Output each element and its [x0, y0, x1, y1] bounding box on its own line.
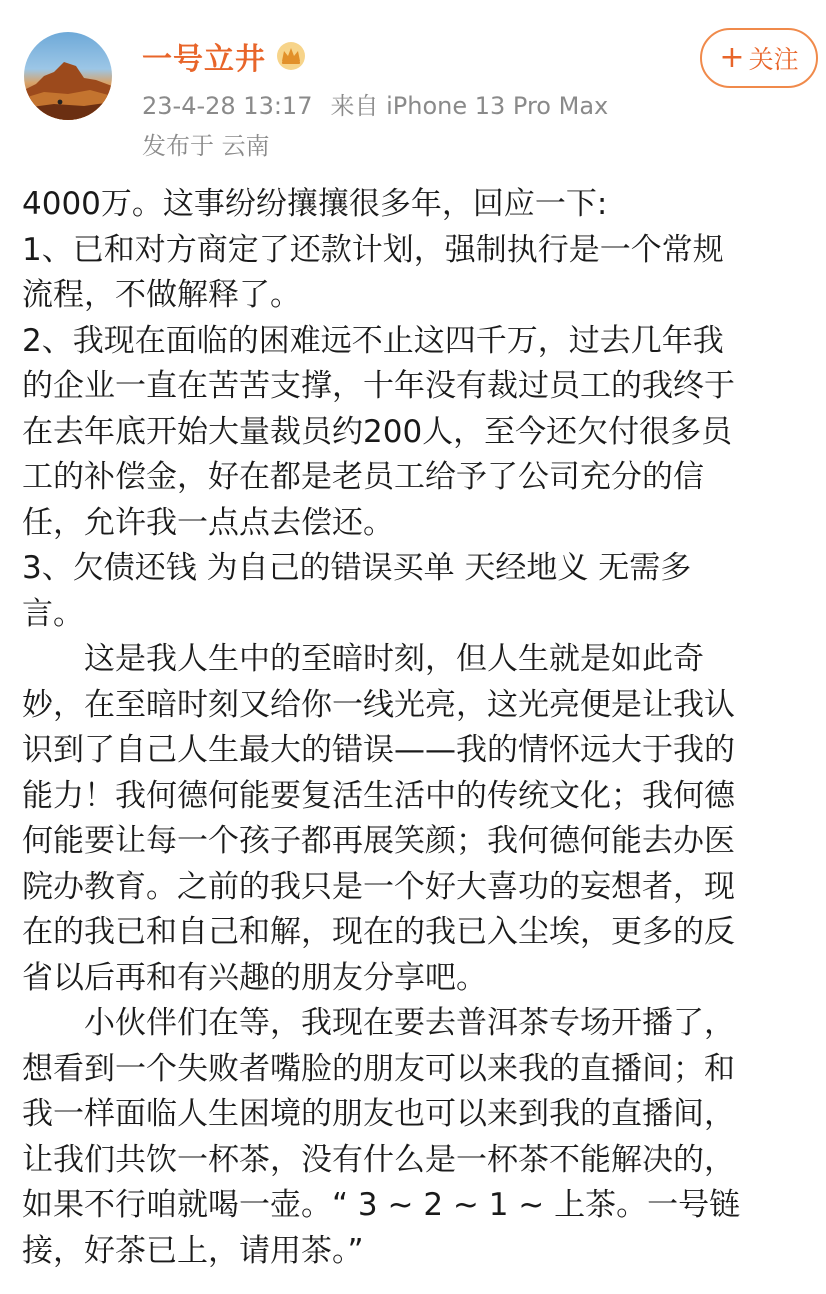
post-meta	[142, 86, 608, 121]
post-line: 如果不行咱就喝一壶。“ 3 ~ 2 ~ 1 ~ 上茶。一号链	[22, 1187, 741, 1223]
post-line: 识到了自己人生最大的错误——我的情怀远大于我的	[22, 732, 735, 768]
post-line: 接，好茶已上，请用茶。”	[22, 1232, 364, 1269]
desert-landscape-icon	[24, 32, 112, 120]
post-line: 这是我人生中的至暗时刻，但人生就是如此奇	[84, 641, 704, 677]
post-body	[22, 182, 812, 1274]
username-row	[142, 34, 308, 78]
vip-crown-icon	[274, 39, 308, 73]
post-line: 2、我现在面临的困难远不止这四千万，过去几年我	[22, 322, 724, 359]
post-line: 任，允许我一点点去偿还。	[22, 504, 394, 541]
post-source: 来自 iPhone 13 Pro Max	[330, 92, 609, 120]
post-line: 1、已和对方商定了还款计划，强制执行是一个常规	[22, 231, 724, 268]
post-line: 在去年底开始大量裁员约200人，至今还欠付很多员	[22, 413, 733, 450]
post-line: 流程，不做解释了。	[22, 277, 301, 313]
post-line: 在的我已和自己和解，现在的我已入尘埃，更多的反	[22, 914, 735, 950]
post-line: 3、欠债还钱 为自己的错误买单 天经地义 无需多	[22, 550, 692, 586]
post-line: 我一样面临人生困境的朋友也可以来到我的直播间，	[22, 1096, 735, 1132]
plus-icon: +	[719, 40, 745, 75]
post-location: 发布于 云南	[142, 132, 270, 160]
avatar[interactable]	[24, 32, 112, 120]
post-line: 言。	[22, 595, 84, 632]
post-line: 妙，在至暗时刻又给你一线光亮，这光亮便是让我认	[22, 686, 735, 723]
username[interactable]: 一号立井	[142, 42, 266, 77]
post-line: 能力！我何德何能要复活生活中的传统文化；我何德	[22, 777, 735, 814]
post-line: 小伙伴们在等，我现在要去普洱茶专场开播了，	[84, 1005, 735, 1041]
post-line: 想看到一个失败者嘴脸的朋友可以来我的直播间；和	[22, 1050, 735, 1087]
post-line: 让我们共饮一杯茶，没有什么是一杯茶不能解决的，	[22, 1141, 735, 1178]
post-header	[0, 0, 826, 170]
post-timestamp: 23-4-28 13:17	[142, 92, 313, 120]
post-line: 工的补偿金，好在都是老员工给予了公司充分的信	[22, 459, 704, 495]
post-line: 院办教育。之前的我只是一个好大喜功的妄想者，现	[22, 868, 735, 905]
follow-button[interactable]	[700, 28, 818, 88]
post-line: 何能要让每一个孩子都再展笑颜；我何德何能去办医	[22, 823, 735, 859]
post-line: 省以后再和有兴趣的朋友分享吧。	[22, 959, 487, 996]
follow-button-label: 关注	[748, 45, 799, 74]
post-line: 4000万。这事纷纷攘攘很多年，回应一下:	[22, 186, 608, 222]
post-line: 的企业一直在苦苦支撑，十年没有裁过员工的我终于	[22, 368, 735, 404]
